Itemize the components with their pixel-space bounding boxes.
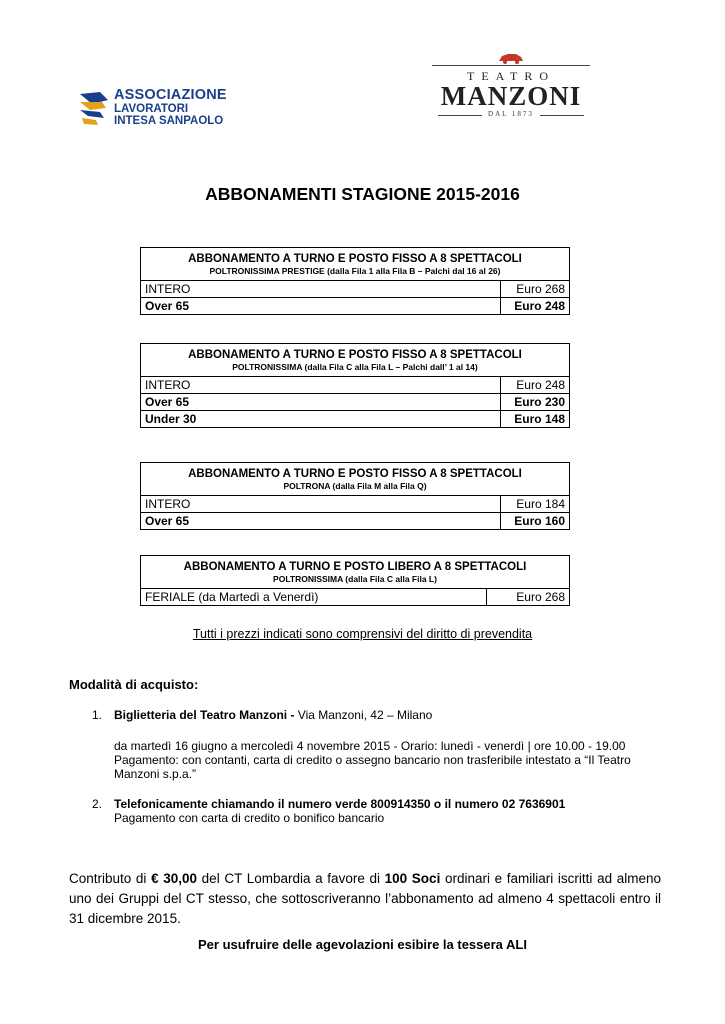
ali-logo-line1: ASSOCIAZIONE bbox=[114, 87, 227, 103]
row-label: Under 30 bbox=[141, 411, 501, 428]
boxoffice-payment-cont: Manzoni s.p.a.” bbox=[114, 767, 197, 781]
footer-note: Per usufruire delle agevolazioni esibire la tessera ALI bbox=[198, 937, 527, 952]
manzoni-logo-since: DAL 1873 bbox=[488, 110, 534, 118]
row-label: Over 65 bbox=[141, 298, 501, 315]
price-note: Tutti i prezzi indicati sono comprensivi del diritto di prevendita bbox=[192, 627, 533, 641]
phone-payment: Pagamento con carta di credito o bonifico bancario bbox=[114, 811, 385, 825]
table-row bbox=[141, 589, 570, 606]
contribution-text: ordinari e familiari iscritti ad almeno uno dei Gruppi del CT stesso, che sottoscriveranno l’abbonamento ad almeno 4 spettacoli entro il 31 dicembre 2015. bbox=[69, 871, 662, 926]
car-icon bbox=[498, 52, 524, 64]
contribution-text: Contributo di bbox=[69, 871, 152, 886]
row-label: Over 65 bbox=[141, 394, 501, 411]
row-label: INTERO bbox=[141, 496, 501, 513]
purchase-heading: Modalità di acquisto: bbox=[69, 677, 199, 692]
manzoni-logo-name: MANZONI bbox=[440, 81, 582, 111]
table-row bbox=[141, 411, 570, 428]
table-row bbox=[141, 298, 570, 315]
boxoffice-payment: Pagamento: con contanti, carta di credito o assegno bancario non trasferibile intestato a “Il Teatro bbox=[114, 753, 631, 767]
row-price: Euro 148 bbox=[501, 411, 570, 428]
table-row bbox=[141, 281, 570, 298]
table-row bbox=[141, 394, 570, 411]
contribution-text: del CT Lombardia a favore di bbox=[197, 871, 385, 886]
row-price: Euro 248 bbox=[501, 377, 570, 394]
purchase-item-phone: Telefonicamente chiamando il numero verde 800914350 o il numero 02 7636901 bbox=[114, 797, 566, 811]
boxoffice-schedule: da martedì 16 giugno a mercoledì 4 novembre 2015 - Orario: lunedì - venerdì | ore 10.00 - 19.00 bbox=[114, 739, 626, 753]
row-price: Euro 160 bbox=[501, 513, 570, 530]
manzoni-logo-teatro: TEATRO bbox=[467, 69, 555, 83]
table-row bbox=[141, 513, 570, 530]
table-subtitle: POLTRONISSIMA PRESTIGE (dalla Fila 1 alla Fila B – Palchi dal 16 al 26) bbox=[209, 266, 501, 276]
subscription-table-prestige bbox=[140, 247, 570, 315]
list-number: 2. bbox=[92, 797, 103, 811]
subscription-table-poltrona bbox=[140, 462, 570, 530]
row-price: Euro 268 bbox=[501, 281, 570, 298]
table-subtitle: POLTRONISSIMA (dalla Fila C alla Fila L) bbox=[273, 574, 437, 584]
boxoffice-title: Biglietteria del Teatro Manzoni - bbox=[114, 708, 295, 722]
row-price: Euro 248 bbox=[501, 298, 570, 315]
page-title: ABBONAMENTI STAGIONE 2015-2016 bbox=[205, 184, 520, 204]
row-label: Over 65 bbox=[141, 513, 501, 530]
subscription-table-poltronissima bbox=[140, 343, 570, 428]
ali-logo bbox=[78, 88, 238, 130]
row-label: FERIALE (da Martedì a Venerdì) bbox=[141, 589, 487, 606]
row-price: Euro 230 bbox=[501, 394, 570, 411]
teatro-manzoni-logo bbox=[430, 52, 592, 118]
table-title: ABBONAMENTO A TURNO E POSTO LIBERO A 8 SPETTACOLI bbox=[183, 561, 527, 573]
subscription-table-posto-libero bbox=[140, 555, 570, 606]
row-label: INTERO bbox=[141, 281, 501, 298]
boxoffice-address: Via Manzoni, 42 – Milano bbox=[294, 708, 433, 722]
row-price: Euro 268 bbox=[487, 589, 570, 606]
table-title: ABBONAMENTO A TURNO E POSTO FISSO A 8 SPETTACOLI bbox=[188, 253, 522, 265]
table-title: ABBONAMENTO A TURNO E POSTO FISSO A 8 SPETTACOLI bbox=[188, 468, 522, 480]
contribution-amount: € 30,00 bbox=[151, 871, 198, 886]
ali-emblem-icon bbox=[78, 90, 110, 126]
table-subtitle: POLTRONISSIMA (dalla Fila C alla Fila L – Palchi dall’ 1 al 14) bbox=[232, 362, 478, 372]
contribution-soci: 100 Soci bbox=[384, 871, 441, 886]
table-row bbox=[141, 377, 570, 394]
list-number: 1. bbox=[92, 708, 103, 722]
table-subtitle: POLTRONA (dalla Fila M alla Fila Q) bbox=[283, 481, 427, 491]
row-price: Euro 184 bbox=[501, 496, 570, 513]
ali-logo-line3: INTESA SANPAOLO bbox=[114, 115, 224, 127]
contribution-paragraph bbox=[69, 869, 661, 929]
ali-logo-line2: LAVORATORI bbox=[114, 103, 189, 115]
row-label: INTERO bbox=[141, 377, 501, 394]
table-title: ABBONAMENTO A TURNO E POSTO FISSO A 8 SPETTACOLI bbox=[188, 349, 522, 361]
table-row bbox=[141, 496, 570, 513]
purchase-item-boxoffice bbox=[114, 708, 674, 722]
